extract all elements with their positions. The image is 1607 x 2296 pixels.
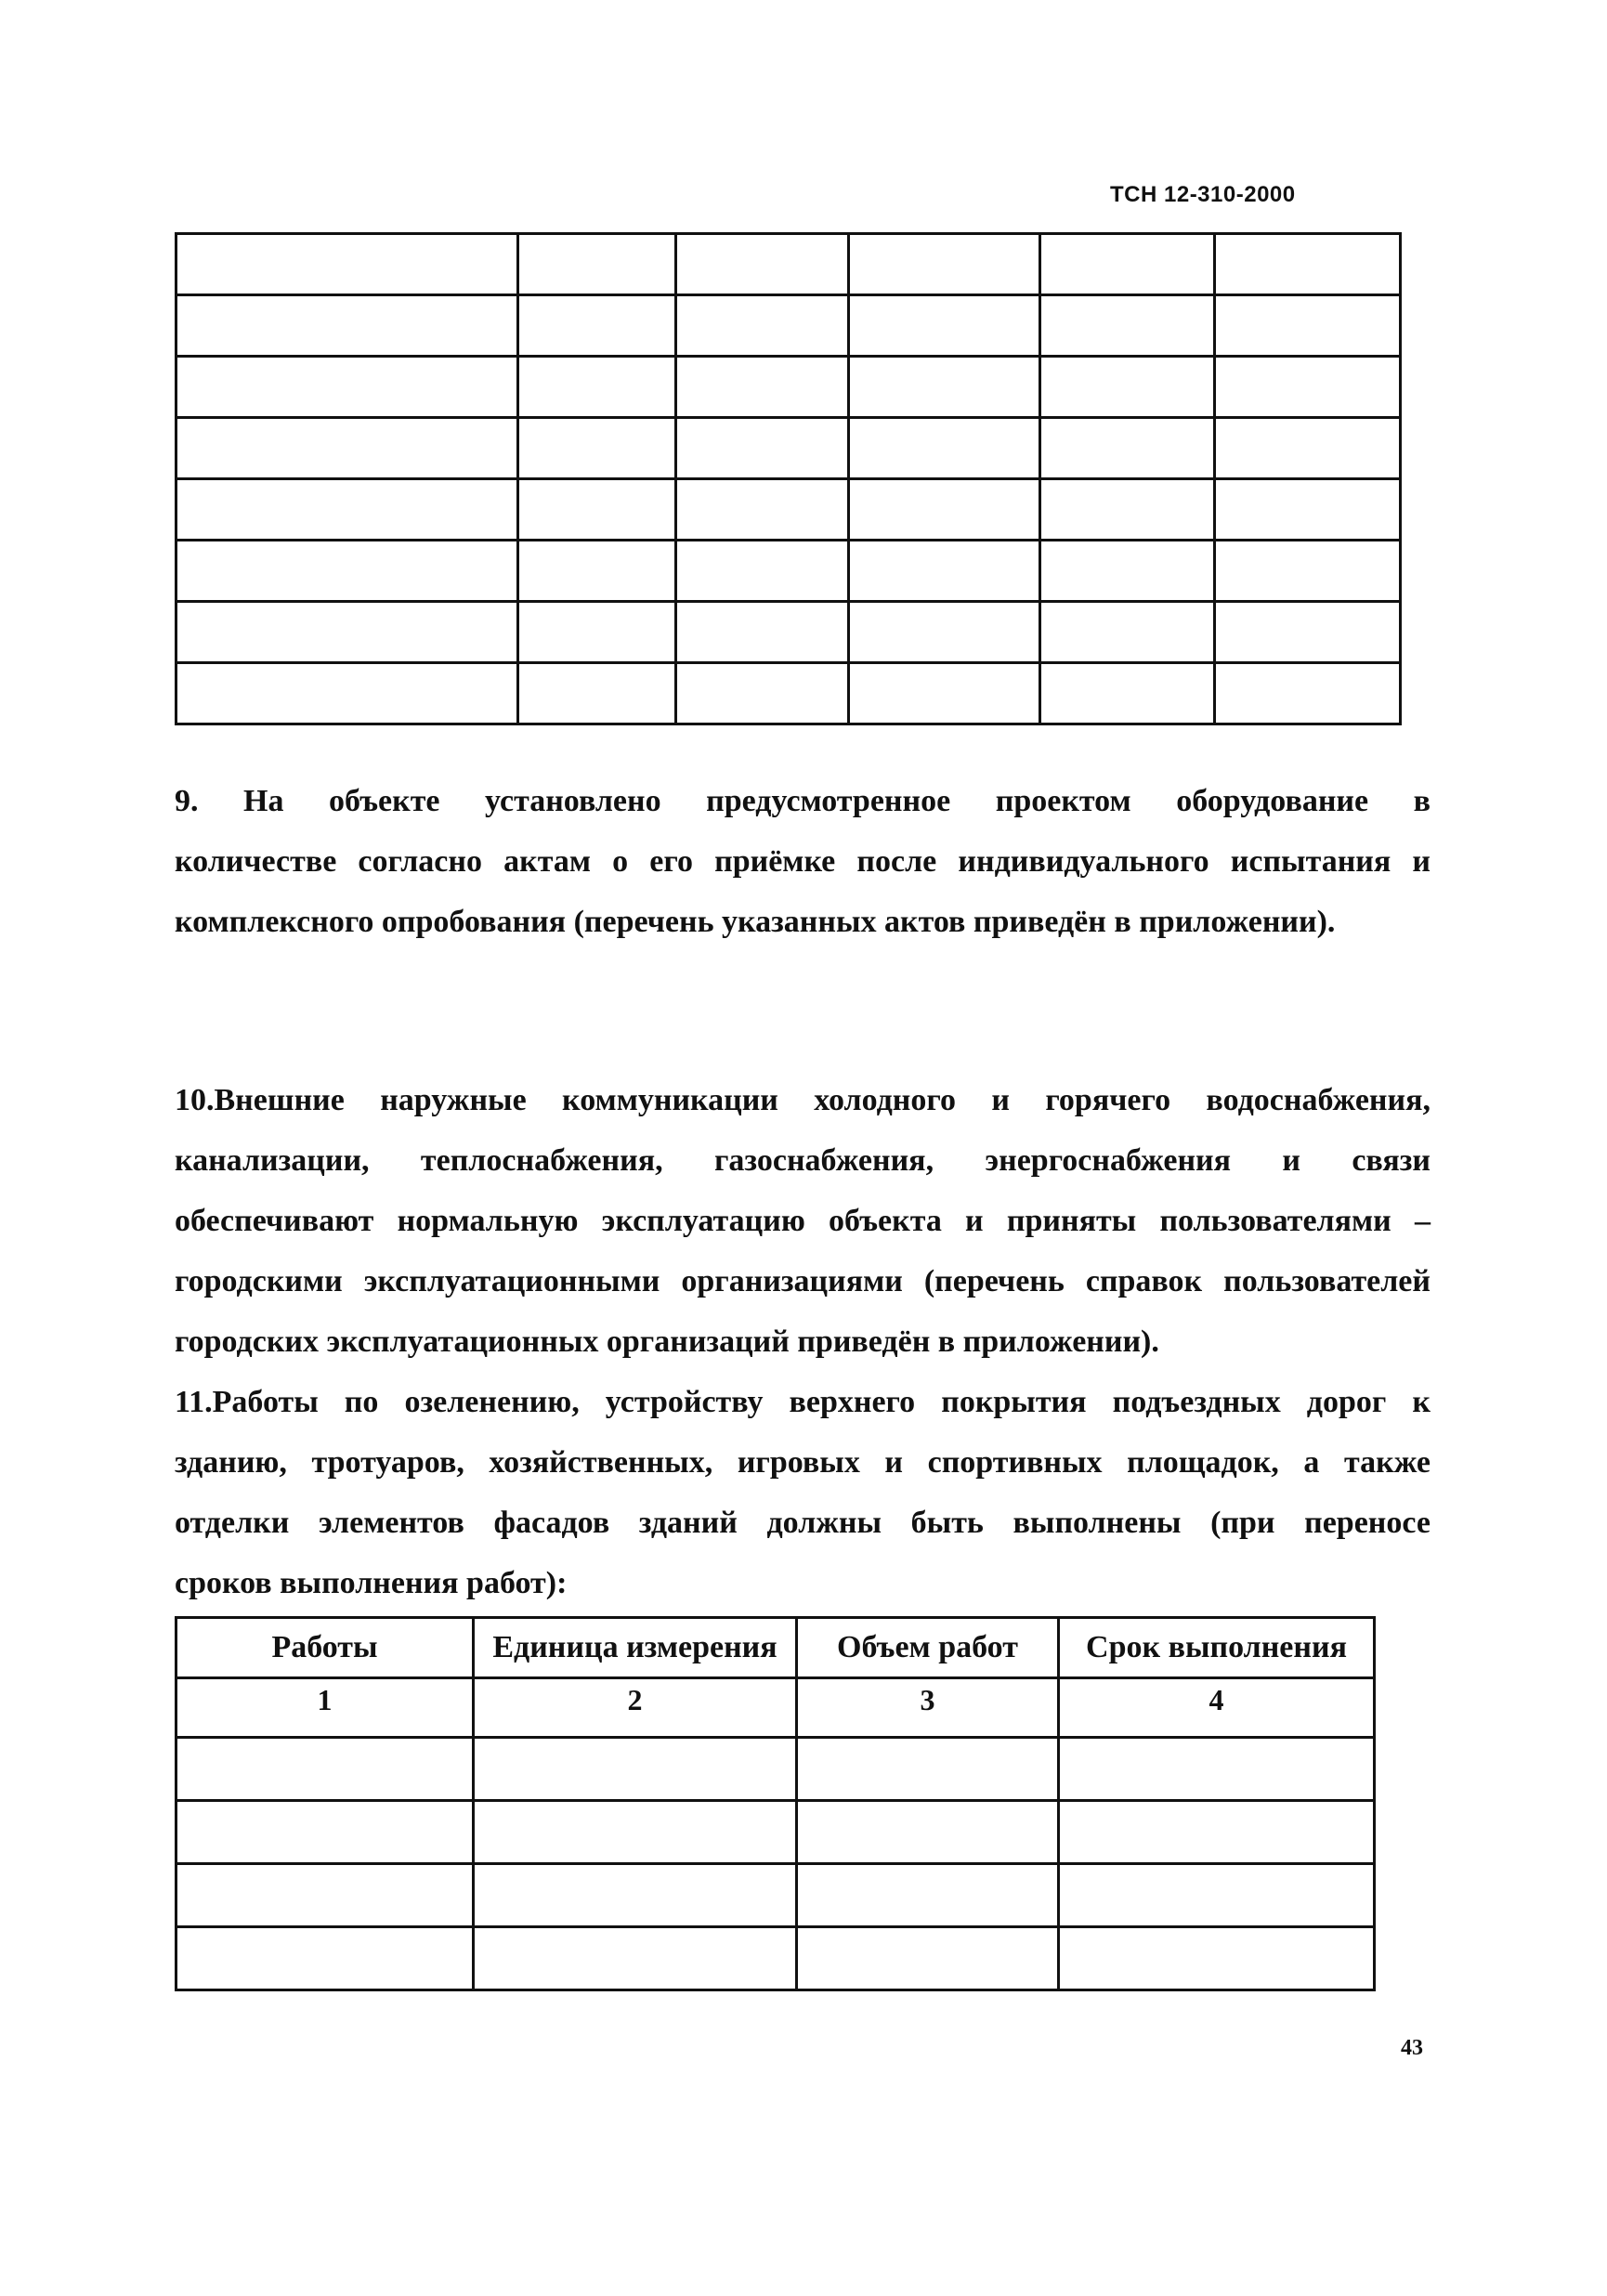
table-row	[176, 357, 1401, 418]
paragraph-line: отделки элементов фасадов зданий должны быть выполнены (при переносе	[175, 1506, 1431, 1540]
table-row	[176, 1738, 1375, 1801]
table-cell	[797, 1864, 1059, 1927]
table-cell	[176, 357, 518, 418]
table-cell	[474, 1801, 797, 1864]
column-header-deadline: Срок выполнения	[1059, 1618, 1375, 1678]
table-row	[176, 1864, 1375, 1927]
table-cell	[1040, 418, 1215, 479]
table-cell	[474, 1927, 797, 1990]
table-row	[176, 602, 1401, 663]
table-cell	[676, 357, 849, 418]
table-row	[176, 1801, 1375, 1864]
column-number: 4	[1059, 1678, 1375, 1738]
table-cell	[849, 479, 1040, 541]
table-cell	[1040, 234, 1215, 295]
table-cell	[518, 663, 676, 724]
table-row	[176, 541, 1401, 602]
table-cell	[1215, 541, 1401, 602]
column-number: 2	[474, 1678, 797, 1738]
table-cell	[518, 295, 676, 357]
table-cell	[1215, 663, 1401, 724]
table-cell	[518, 602, 676, 663]
table-cell	[176, 1738, 474, 1801]
table-cell	[676, 234, 849, 295]
table-cell	[797, 1927, 1059, 1990]
table-cell	[176, 295, 518, 357]
table-cell	[676, 418, 849, 479]
works-table	[175, 1616, 1376, 1991]
table-cell	[849, 418, 1040, 479]
table-cell	[797, 1801, 1059, 1864]
paragraph-line: 9. На объекте установлено предусмотренное проектом оборудование в	[175, 784, 1431, 818]
paragraph-line: комплексного опробования (перечень указанных актов приведён в приложении).	[175, 905, 1336, 939]
paragraph-line: городских эксплуатационных организаций приведён в приложении).	[175, 1324, 1159, 1359]
table-cell	[176, 479, 518, 541]
table-cell	[518, 234, 676, 295]
paragraph-10	[175, 1070, 1431, 1372]
table-cell	[676, 295, 849, 357]
table-cell	[518, 418, 676, 479]
table-cell	[1040, 357, 1215, 418]
table-cell	[676, 602, 849, 663]
table-row	[176, 479, 1401, 541]
table-cell	[474, 1738, 797, 1801]
table-cell	[518, 357, 676, 418]
table-cell	[1059, 1801, 1375, 1864]
paragraph-line: 10.Внешние наружные коммуникации холодного и горячего водоснабжения,	[175, 1083, 1431, 1117]
table-cell	[176, 1801, 474, 1864]
paragraph-line: сроков выполнения работ):	[175, 1566, 568, 1600]
table-cell	[176, 234, 518, 295]
table-cell	[176, 418, 518, 479]
table-row	[176, 418, 1401, 479]
table-cell	[176, 1927, 474, 1990]
column-number: 3	[797, 1678, 1059, 1738]
paragraph-11	[175, 1372, 1431, 1613]
table-row	[176, 295, 1401, 357]
table-cell	[1040, 479, 1215, 541]
paragraph-line: канализации, теплоснабжения, газоснабжения, энергоснабжения и связи	[175, 1143, 1431, 1178]
table-cell	[176, 541, 518, 602]
table-cell	[474, 1864, 797, 1927]
table-row	[176, 234, 1401, 295]
table-cell	[1215, 357, 1401, 418]
blank-table	[175, 232, 1402, 725]
document-code: ТСН 12-310-2000	[1110, 182, 1296, 207]
table-row	[176, 663, 1401, 724]
table-cell	[1215, 479, 1401, 541]
table-cell	[176, 602, 518, 663]
column-header-works: Работы	[176, 1618, 474, 1678]
table-cell	[849, 663, 1040, 724]
paragraph-line: количестве согласно актам о его приёмке после индивидуального испытания и	[175, 844, 1431, 879]
table-cell	[176, 663, 518, 724]
paragraph-line: 11.Работы по озеленению, устройству верхнего покрытия подъездных дорог к	[175, 1385, 1431, 1419]
table-cell	[1215, 602, 1401, 663]
table-cell	[676, 541, 849, 602]
table-cell	[1059, 1927, 1375, 1990]
column-number: 1	[176, 1678, 474, 1738]
column-header-volume: Объем работ	[797, 1618, 1059, 1678]
table-cell	[849, 602, 1040, 663]
column-header-unit: Единица измерения	[474, 1618, 797, 1678]
table-cell	[1040, 663, 1215, 724]
table-cell	[849, 357, 1040, 418]
page-number: 43	[1401, 2036, 1423, 2060]
table-cell	[1059, 1864, 1375, 1927]
column-number-row	[176, 1678, 1375, 1738]
table-cell	[676, 663, 849, 724]
table-cell	[1215, 295, 1401, 357]
table-cell	[176, 1864, 474, 1927]
table-cell	[849, 541, 1040, 602]
table-cell	[1215, 234, 1401, 295]
paragraph-line: городскими эксплуатационными организациями (перечень справок пользователей	[175, 1264, 1431, 1298]
table-cell	[518, 541, 676, 602]
table-cell	[1040, 541, 1215, 602]
table-cell	[1040, 602, 1215, 663]
table-header-row	[176, 1618, 1375, 1678]
table-cell	[676, 479, 849, 541]
table-cell	[849, 234, 1040, 295]
table-cell	[849, 295, 1040, 357]
table-cell	[518, 479, 676, 541]
table-cell	[1215, 418, 1401, 479]
paragraph-9	[175, 771, 1431, 952]
table-row	[176, 1927, 1375, 1990]
table-cell	[1040, 295, 1215, 357]
paragraph-line: зданию, тротуаров, хозяйственных, игровых и спортивных площадок, а также	[175, 1445, 1431, 1480]
table-cell	[1059, 1738, 1375, 1801]
table-cell	[797, 1738, 1059, 1801]
paragraph-line: обеспечивают нормальную эксплуатацию объекта и приняты пользователями –	[175, 1204, 1431, 1238]
